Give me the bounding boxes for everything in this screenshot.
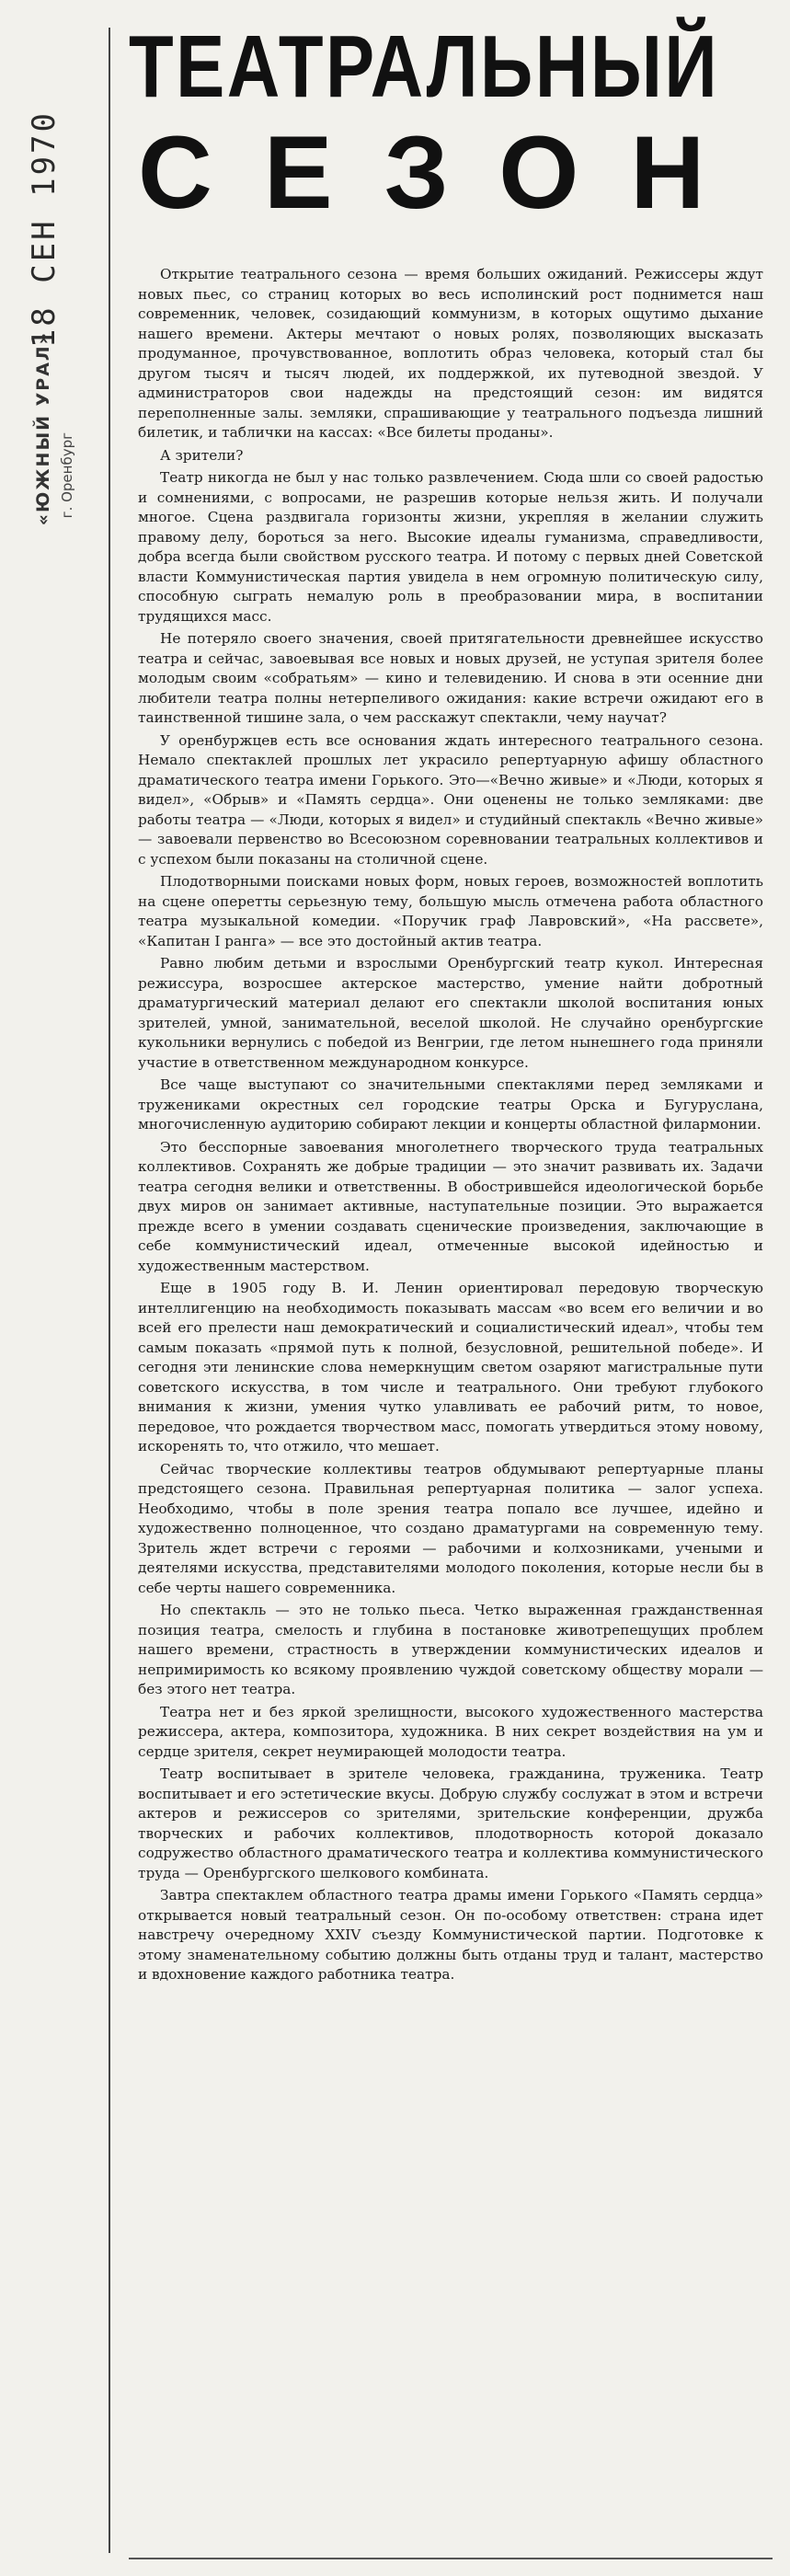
bottom-divider bbox=[129, 2558, 773, 2559]
paragraph: Театр никогда не был у нас только развлечением. Сюда шли со своей радостью и сомнениями, с вопросами, не разрешив которые нельзя жить. И получали многое. Сцена раздвигала горизонты жизни, укрепляя в желании служить правому делу, бороться за него. Высокие идеалы гуманизма, справедливости, добра всегда были свойством русского театра. И потому с первых дней Советской власти Коммунистическая партия увидела в нем огромную политическую силу, способную сыграть немалую роль в преобразовании мира, в воспитании трудящихся масс. bbox=[138, 469, 763, 625]
headline-line-2: СЕЗОН bbox=[138, 115, 757, 230]
paragraph: Завтра спектаклем областного театра драмы имени Горького «Память сердца» открывается новый театральный сезон. Он по-особому ответствен: страна идет навстречу очередному XXIV съезду Коммунистической партии. Подготовке к этому знаменательному событию должны быть отданы труд и талант, мастерство и вдохновение каждого работника театра. bbox=[138, 1887, 763, 1983]
newspaper-name: «ЮЖНЫЙ УРАЛ» bbox=[33, 331, 53, 526]
headline-line-1: ТЕАТРАЛЬНЫЙ bbox=[129, 17, 720, 116]
paragraph: Это бесспорные завоевания многолетнего творческого труда театральных коллективов. Сохранять же добрые традиции — это значит развивать их. Задачи театра сегодня велики и ответственны. В обострившейся идеологической борьбе двух миров он занимает активные, наступательные позиции. Это выражается прежде всего в умении создавать сценические произведения, заключающие в себе коммунистический идеал, отмеченные высокой идейностью и художественным мастерством. bbox=[138, 1138, 763, 1274]
headline bbox=[129, 17, 763, 228]
paragraph: Театр воспитывает в зрителе человека, гражданина, труженика. Театр воспитывает и его эстетические вкусы. Добрую службу сослужат в этом и встречи актеров и режиссеров со зрителями, зрительские конференции, дружба творческих и рабочих коллективов, плодотворность которой доказало содружество областного драматического театра и коллектива коммунистического труда — Оренбургского шелкового комбината. bbox=[138, 1765, 763, 1881]
article-body bbox=[138, 265, 763, 1988]
paragraph: А зрители? bbox=[160, 446, 244, 464]
newspaper-city: г. Оренбург bbox=[59, 432, 75, 519]
paragraph: Но спектакль — это не только пьеса. Четко выраженная гражданственная позиция театра, смелость и глубина в постановке животрепещущих проблем нашего времени, страстность в утверждении коммунистических идеалов и непримиримость ко всякому проявлению чуждой советскому обществу морали — без этого нет театра. bbox=[138, 1602, 763, 1697]
date-stamp: 18 СЕН 1970 bbox=[26, 110, 63, 349]
paragraph: Плодотворными поисками новых форм, новых героев, возможностей воплотить на сцене оперетты серьезную тему, большую мысль отмечена работа областного театра музыкальной комедии. «Поручик граф Лавровский», «На рассвете», «Капитан I ранга» — все это достойный актив театра. bbox=[138, 873, 763, 949]
paragraph: Равно любим детьми и взрослыми Оренбургский театр кукол. Интересная режиссура, возросшее актерское мастерство, умение найти добротный драматургический материал делают его спектакли школой воспитания юных зрителей, умной, занимательной, веселой школой. Не случайно оренбургские кукольники вернулись с победой из Венгрии, где летом нынешнего года приняли участие в ответственном международном конкурсе. bbox=[138, 955, 763, 1071]
paragraph: Театра нет и без яркой зрелищности, высокого художественного мастерства режиссера, актера, композитора, художника. В них секрет воздействия на ум и сердце зрителя, секрет неумирающей молодости театра. bbox=[138, 1703, 763, 1760]
paragraph: Не потеряло своего значения, своей притягательности древнейшее искусство театра и сейчас, завоевывая все новых и новых друзей, не уступая зрителя более молодым своим «собратьям» — кино и телевидению. И снова в эти осенние дни любители театра полны нетерпеливого ожидания: какие встречи ожидают его в таинственной тишине зала, о чем расскажут спектакли, чему научат? bbox=[138, 630, 763, 726]
paragraph: Открытие театрального сезона — время больших ожиданий. Режиссеры ждут новых пьес, со страниц которых во весь исполинский рост поднимется наш современник, человек, созидающий коммунизм, в которых ощутимо дыхание нашего времени. Актеры мечтают о новых ролях, позволяющих высказать продуманное, прочувствованное, воплотить образ человека, который стал бы другом тысяч и тысяч людей, их поддержкой, их путеводной звездой. У администраторов свои надежды на предстоящий сезон: им видятся переполненные залы. земляки, спрашивающие у театрального подъезда лишний билетик, и таблички на кассах: «Все билеты проданы». bbox=[138, 266, 763, 441]
paragraph: Все чаще выступают со значительными спектаклями перед земляками и тружениками окрестных сел городские театры Орска и Бугуруслана, многочисленную аудиторию собирают лекции и концерты областной филармонии. bbox=[138, 1076, 763, 1133]
paragraph: Еще в 1905 году В. И. Ленин ориентировал передовую творческую интеллигенцию на необходимость показывать массам «во всем его величии и во всей его прелести наш демократический и социалистический идеал», чтобы тем самым показать «прямой путь к полной, безусловной, решительной победе». И сегодня эти ленинские слова немеркнущим светом озаряют магистральные пути советского искусства, в том числе и театрального. Они требуют глубокого внимания к жизни, умения чутко улавливать ее рабочий ритм, то новое, передовое, что рождается творчеством масс, помогать утвердиться этому новому, искоренять то, что отжило, что мешает. bbox=[138, 1280, 763, 1455]
paragraph: Сейчас творческие коллективы театров обдумывают репертуарные планы предстоящего сезона. Правильная репертуарная политика — залог успеха. Необходимо, чтобы в поле зрения театра попало все лучшее, идейно и художественно полноценное, что создано драматургами на современную тему. Зритель ждет встречи с героями — рабочими и колхозниками, учеными и деятелями искусства, представителями молодого поколения, которые несли бы в себе черты нашего современника. bbox=[138, 1460, 763, 1596]
paragraph: У оренбуржцев есть все основания ждать интересного театрального сезона. Немало спектаклей прошлых лет украсило репертуарную афишу областного драматического театра имени Горького. Это—«Вечно живые» и «Люди, которых я видел», «Обрыв» и «Память сердца». Они оценены не только земляками: две работы театра — «Люди, которых я видел» и студийный спектакль «Вечно живые» — завоевали первенство во Всесоюзном соревновании театральных коллективов и с успехом были показаны на столичной сцене. bbox=[138, 731, 763, 868]
column-divider bbox=[109, 28, 110, 2553]
